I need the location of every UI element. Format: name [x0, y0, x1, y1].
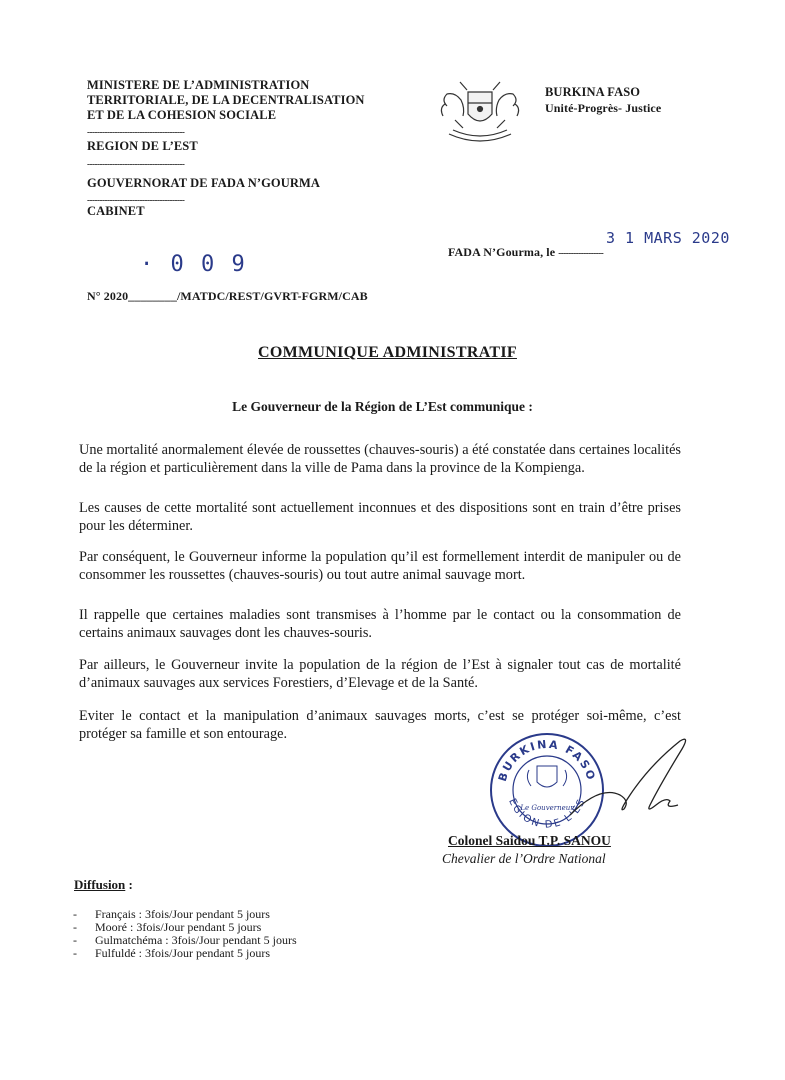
list-bullet: - [73, 920, 77, 934]
reference-blank: ________ [128, 289, 177, 303]
diffusion-item [73, 947, 297, 960]
reference-prefix: N° 2020 [87, 289, 129, 303]
communique-intro-text: Le Gouverneur de la Région de L’Est communique : [232, 399, 533, 414]
reference-suffix: /MATDC/REST/GVRT-FGRM/CAB [176, 289, 368, 303]
list-bullet: - [73, 907, 77, 921]
ministry-line-2: TERRITORIALE, DE LA DECENTRALISATION [87, 93, 365, 107]
seal-bottom-text: EGION DE L'ES [506, 796, 589, 831]
cabinet-label: CABINET [87, 204, 145, 218]
seal-center-text: Le Gouverneur [520, 804, 574, 812]
ministry-heading [87, 78, 365, 123]
date-stamp: 3 1 MARS 2020 [606, 229, 730, 247]
date-line [448, 245, 603, 261]
paragraph-6: Eviter le contact et la manipulation d’animaux sauvages morts, c’est se protéger soi-même, c’est protéger sa famille et son entourage. [79, 708, 681, 742]
separator-3: --------------------------------------- [87, 195, 185, 205]
diffusion-heading [74, 877, 133, 893]
list-bullet: - [73, 933, 77, 947]
region-label: REGION DE L’EST [87, 139, 198, 153]
separator-2: --------------------------------------- [87, 159, 185, 169]
date-dashes: ------------------ [558, 248, 604, 258]
coat-of-arms-emblem [435, 76, 525, 148]
signatory-title: Chevalier de l’Ordre National [442, 851, 606, 866]
paragraph-2: Les causes de cette mortalité sont actuellement inconnues et des dispositions sont en train d’être prises pour les déterminer. [79, 500, 681, 534]
document-title [0, 344, 785, 362]
paragraph-4: Il rappelle que certaines maladies sont transmises à l’homme par le contact ou la consommation de certains animaux sauvages dont les chauves-souris. [79, 607, 681, 641]
handwritten-signature [560, 735, 700, 825]
handwritten-reference-number: · 0 0 9 [140, 252, 247, 277]
paragraph-1: Une mortalité anormalement élevée de roussettes (chauves-souris) a été constatée dans certaines localités de la région et particulièrement dans la ville de Pama dans la province de la Kompienga. [79, 442, 681, 476]
paragraph-3: Par conséquent, le Gouverneur informe la population qu’il est formellement interdit de manipuler ou de consommer les roussettes (chauves-souris) ou tout autre animal sauvage mort. [79, 549, 681, 583]
communique-intro [0, 399, 785, 415]
diffusion-heading-text: Diffusion [74, 877, 126, 892]
list-bullet: - [73, 946, 77, 960]
diffusion-item-text: Fulfuldé : 3fois/Jour pendant 5 jours [95, 946, 270, 960]
diffusion-item-text: Français : 3fois/Jour pendant 5 jours [95, 907, 270, 921]
country-name: BURKINA FASO [545, 85, 641, 99]
document-title-text: COMMUNIQUE ADMINISTRATIF [258, 344, 517, 361]
ministry-line-1: MINISTERE DE L’ADMINISTRATION [87, 78, 310, 92]
paragraph-5: Par ailleurs, le Gouverneur invite la population de la région de l’Est à signaler tout cas de mortalité d’animaux sauvages aux services Forestiers, d’Elevage et de la Santé. [79, 657, 681, 691]
diffusion-list [73, 908, 297, 960]
ministry-line-3: ET DE LA COHESION SOCIALE [87, 108, 277, 122]
diffusion-heading-colon: : [125, 877, 133, 892]
diffusion-item-text: Gulmatchéma : 3fois/Jour pendant 5 jours [95, 933, 297, 947]
date-label: FADA N’Gourma, le [448, 245, 556, 259]
signatory-name: Colonel Saidou T.P. SANOU [448, 833, 611, 848]
governorate-label: GOUVERNORAT DE FADA N’GOURMA [87, 176, 321, 190]
diffusion-item-text: Mooré : 3fois/Jour pendant 5 jours [95, 920, 262, 934]
seal-top-text: BURKINA FASO [495, 737, 599, 784]
separator-1: --------------------------------------- [87, 127, 185, 137]
reference-line [87, 289, 368, 304]
national-motto: Unité-Progrès- Justice [545, 101, 662, 115]
